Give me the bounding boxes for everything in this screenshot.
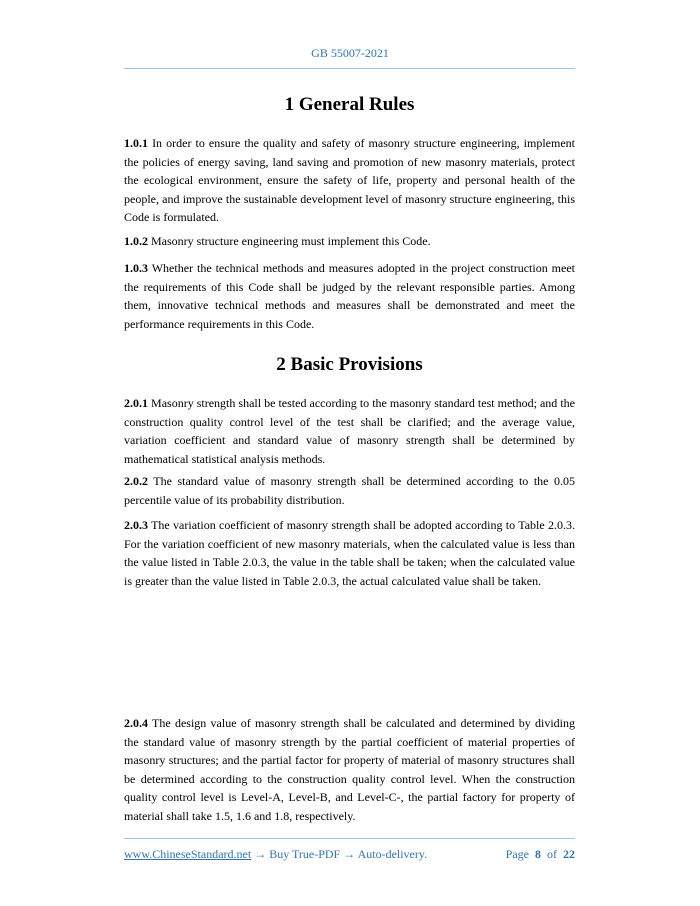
website-link[interactable]: www.ChineseStandard.net — [124, 847, 252, 861]
clause-text: The standard value of masonry strength shall be determined according to the 0.05 percentile value of its probability distribution. — [124, 474, 575, 507]
page-footer — [124, 847, 575, 862]
clause-1-0-3 — [124, 259, 575, 333]
clause-number: 2.0.1 — [124, 396, 148, 410]
clause-number: 1.0.1 — [124, 136, 148, 150]
clause-1-0-1 — [124, 134, 575, 227]
page-number — [506, 847, 575, 862]
clause-2-0-1 — [124, 394, 575, 468]
page-label: Page — [505, 847, 529, 861]
clause-2-0-2 — [124, 472, 575, 509]
clause-2-0-4 — [124, 714, 575, 826]
section-title: 2 Basic Provisions — [276, 354, 423, 375]
clause-text: Masonry strength shall be tested according to the masonry standard test method; and the construction quality control level of the test shall be clarified; and the average value, variation coefficient and standard value of masonry strength shall be determined by mathematical statistical analysis methods. — [124, 396, 575, 466]
clause-number: 2.0.2 — [124, 474, 148, 488]
document-code-header: GB 55007-2021 — [311, 46, 389, 60]
clause-number: 1.0.3 — [124, 261, 148, 275]
total-pages: 22 — [563, 847, 575, 861]
header-divider — [124, 68, 575, 69]
clause-text: In order to ensure the quality and safety of masonry structure engineering, implement the policies of energy saving, land saving and promotion of new masonry materials, protect the ecological environment, ensure the safety of life, property and personal health of the people, and improve the sustainable development level of masonry structure engineering, this Code is formulated. — [124, 136, 576, 225]
clause-number: 2.0.3 — [124, 518, 148, 532]
footer-promo-text: → Buy True-PDF → Auto-delivery. — [251, 847, 428, 861]
clause-1-0-2 — [124, 232, 575, 251]
footer-divider — [124, 838, 575, 839]
current-page: 8 — [535, 847, 541, 861]
clause-text: Masonry structure engineering must implement this Code. — [151, 234, 431, 248]
footer-promo — [124, 847, 427, 862]
clause-text: Whether the technical methods and measures adopted in the project construction meet the requirements of this Code shall be judged by the relevant responsible parties. Among them, innovative technical methods and measures shall be demonstrated and meet the performance requirements in this Code. — [124, 261, 575, 331]
of-label: of — [547, 847, 557, 861]
clause-text: The variation coefficient of masonry strength shall be adopted according to Table 2.0.3. For the variation coefficient of new masonry materials, when the calculated value is less than the value listed in Table 2.0.3, the value in the table shall be taken; when the calculated value is greater than the value listed in Table 2.0.3, the actual calculated value shall be taken. — [124, 518, 575, 588]
clause-number: 2.0.4 — [124, 716, 148, 730]
clause-text: The design value of masonry strength shall be calculated and determined by dividing the standard value of masonry strength by the partial coefficient of material properties of masonry structures; and the partial factor for property of material of masonry structures shall be determined according to the construction quality control level. When the construction quality control level is Level-A, Level-B, and Level-C-, the partial factory for property of material shall take 1.5, 1.6 and 1.8, respectively. — [124, 716, 575, 823]
clause-2-0-3 — [124, 516, 575, 590]
clause-number: 1.0.2 — [124, 234, 148, 248]
section-title: 1 General Rules — [284, 94, 415, 115]
